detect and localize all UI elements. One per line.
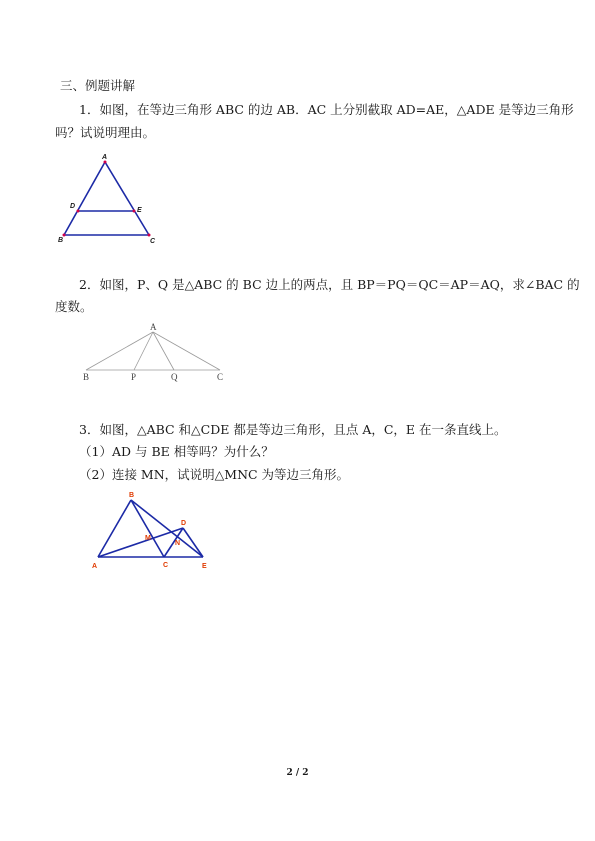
label-e: E — [137, 207, 142, 214]
segment-ad — [98, 528, 183, 557]
problem-1-line-2: 吗？试说明理由。 — [55, 125, 156, 140]
label-q: Q — [171, 372, 178, 382]
label-b: B — [58, 237, 64, 244]
figure-2-triangle-bpqc — [78, 320, 228, 386]
label-c: C — [217, 372, 224, 382]
figure-3-two-equilateral-triangles — [85, 488, 220, 572]
point-d — [77, 210, 80, 213]
page-number: 2 / 2 — [286, 768, 309, 778]
segment-ac — [105, 162, 149, 235]
segment-bc — [131, 500, 164, 557]
label-p: P — [131, 372, 137, 382]
problem-3-sub-question-1: （1）AD 与 BE 相等吗？为什么？ — [79, 444, 274, 459]
label-d: D — [181, 520, 187, 527]
figure-1-equilateral-triangle — [55, 150, 165, 246]
label-e: E — [202, 563, 207, 570]
section-heading: 三、例题讲解 — [60, 78, 136, 93]
point-e — [133, 210, 136, 213]
label-d: D — [70, 203, 76, 210]
label-b: B — [129, 492, 135, 499]
segment-cd — [164, 528, 183, 557]
segment-ab — [98, 500, 131, 557]
label-n: N — [175, 540, 181, 547]
problem-2-line-1: 2．如图，P、Q 是△ABC 的 BC 边上的两点，且 BP＝PQ＝QC＝AP＝AQ，求∠BAC 的 — [79, 277, 580, 292]
problem-2-line-2: 度数。 — [55, 299, 93, 314]
label-m: M — [145, 535, 151, 542]
label-c: C — [163, 562, 169, 569]
problem-1-line-1: 1．如图，在等边三角形 ABC 的边 AB．AC 上分别截取 AD=AE，△ADE 是等边三角形 — [79, 102, 574, 117]
segment-ab — [64, 162, 105, 235]
label-b: B — [83, 372, 90, 382]
problem-3-sub-question-2: （2）连接 MN，试说明△MNC 为等边三角形。 — [79, 467, 350, 482]
point-c — [148, 234, 151, 237]
problem-3-line-1: 3．如图，△ABC 和△CDE 都是等边三角形，且点 A，C，E 在一条直线上。 — [79, 422, 507, 437]
segment-de — [183, 528, 203, 557]
label-a: A — [102, 154, 108, 161]
segment-ab — [86, 332, 153, 370]
segment-be — [131, 500, 203, 557]
label-a: A — [150, 322, 157, 332]
label-c: C — [150, 238, 156, 245]
label-a: A — [92, 563, 98, 570]
